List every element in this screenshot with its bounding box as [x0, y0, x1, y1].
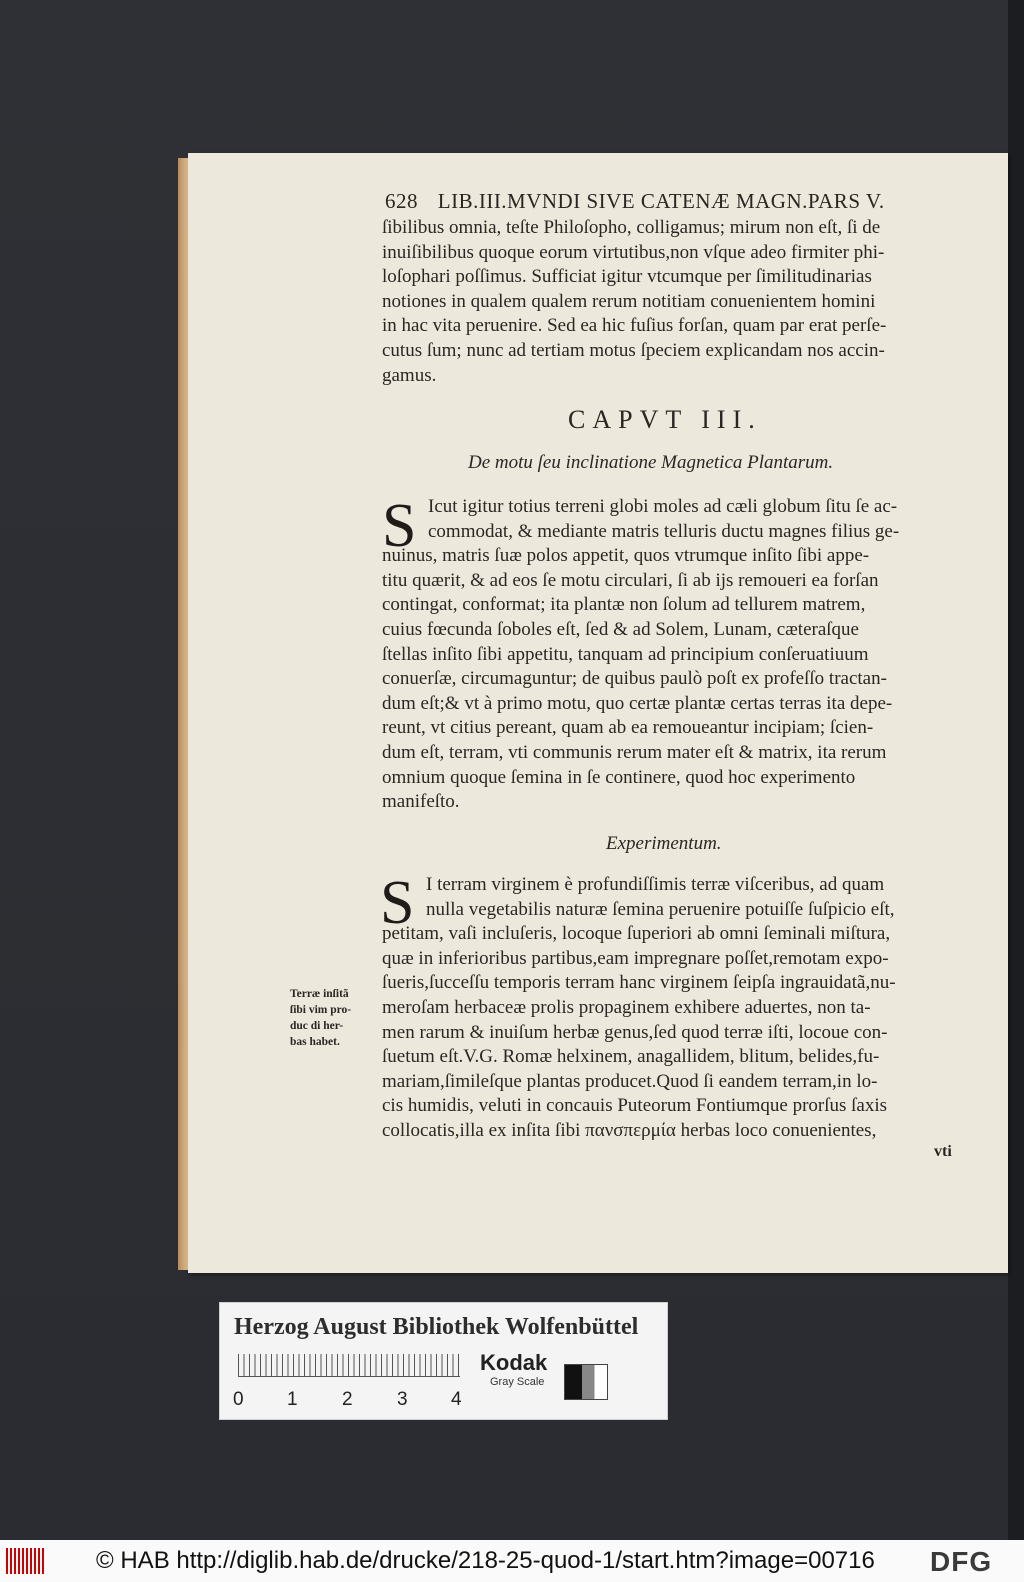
text-line: Icut igitur totius terreni globi moles ad cæli globum ſitu ſe ac- [428, 496, 898, 517]
experiment-paragraph [380, 869, 972, 1144]
library-name: Herzog August Bibliothek Wolfenbüttel [234, 1314, 639, 1340]
text-line: cuius fœcunda ſoboles eſt, ſed & ad Solem, Lunam, cæteraſque [382, 618, 859, 640]
page-number: 628 [385, 189, 418, 213]
text-line: nuinus, matris ſuæ polos appetit, quos vtrumque inſito ſibi appe- [382, 545, 870, 567]
text-line: mariam,ſimileſque plantas producet.Quod ſi eandem terram,in lo- [382, 1070, 878, 1092]
ruler-label: 4 [451, 1389, 462, 1410]
binding-strip [1008, 0, 1024, 1540]
text-line: dum eſt, terram, vti communis rerum mater eſt & matrix, ita rerum [382, 741, 887, 763]
text-line: men rarum & inuiſum herbæ genus,ſed quod terræ iſti, locoue con- [382, 1021, 888, 1043]
barcode-icon [6, 1548, 46, 1574]
running-title: LIB.III.MVNDI SIVE CATENÆ MAGN.PARS V. [437, 189, 885, 213]
text-line: ſibilibus omnia, teſte Philoſopho, colligamus; mirum non eſt, ſi de [382, 217, 881, 238]
scale-card [219, 1302, 668, 1420]
text-line: notiones in qualem qualem rerum notitiam conuenientem homini [382, 290, 876, 312]
margin-note [290, 986, 380, 1050]
text-line: ſueris,ſucceſſu temporis terram hanc virginem ſeipſa ingrauidatã,nu- [382, 972, 896, 994]
text-line: gamus. [382, 364, 437, 386]
text-line: nulla vegetabilis naturæ ſemina peruenire potuiſſe ſuſpicio eſt, [426, 898, 895, 920]
dfg-logo: DFG [930, 1546, 993, 1577]
footer-bar [0, 1540, 1024, 1582]
text-line: inuiſibilibus quoque eorum virtutibus,non vſque adeo firmiter phi- [382, 241, 885, 263]
margin-note-line: duc di her- [290, 1020, 344, 1032]
book-page [188, 153, 1008, 1273]
running-header [385, 189, 985, 214]
text-line: in hac vita peruenire. Sed ea hic fuſius forſan, quam par erat perſe- [382, 315, 887, 337]
text-line: collocatis,illa ex inſita ſibi πανσπερμία herbas loco conuenientes, [382, 1119, 877, 1141]
ruler [238, 1354, 460, 1377]
drop-cap: S [380, 869, 415, 937]
paragraph-1 [382, 492, 972, 815]
margin-note-line: bas habet. [290, 1036, 340, 1048]
ruler-label: 0 [233, 1389, 244, 1410]
text-line: commodat, & mediante matris telluris ductu magnes filius ge- [428, 520, 900, 542]
text-line: meroſam herbaceæ prolis propaginem exhibere aduertes, non ta- [382, 996, 871, 1018]
ruler-label: 3 [397, 1389, 408, 1410]
text-line: contingat, conformat; ita plantæ non ſolum ad tellurem matrem, [382, 594, 866, 616]
text-line: manifeſto. [382, 791, 460, 813]
text-line: conuerſæ, circumaguntur; de quibus paulò poſt ex profeſſo tractan- [382, 668, 887, 690]
kodak-logo: Kodak [480, 1350, 548, 1375]
text-line: cutus ſum; nunc ad tertiam motus ſpeciem explicandam nos accin- [382, 339, 885, 361]
gray-scale-swatch [564, 1364, 608, 1400]
text-line: titu quærit, & ad eos ſe motu circulari, ſi ab ijs remoueri ea forſan [382, 569, 879, 591]
text-line: cis humidis, veluti in concauis Puteorum Fontiumque prorſus ſaxis [382, 1095, 888, 1117]
text-line: omnium quoque ſemina in ſe continere, quod hoc experimento [382, 766, 856, 788]
margin-note-line: ſibi vim pro- [290, 1004, 352, 1016]
text-line: reunt, vt citius pereant, quam ab ea remoueantur incipiam; ſcien- [382, 717, 874, 739]
text-line: I terram virginem è profundiſſimis terræ viſceribus, ad quam [426, 874, 885, 895]
ruler-label: 1 [287, 1389, 298, 1410]
text-line: ſuetum eſt.V.G. Romæ helxinem, anagallidem, blitum, belides,fu- [382, 1046, 880, 1068]
text-line: petitam, vaſi incluſeris, locoque ſuperiori ab omni ſeminali miſtura, [382, 923, 891, 945]
margin-note-line: Terræ inſitã [290, 988, 349, 1000]
continuation-text [382, 216, 972, 388]
text-line: dum eſt;& vt à primo motu, quo certæ plantæ certas terras ita depe- [382, 692, 893, 714]
chapter-heading: CAPVT III. [568, 405, 762, 434]
drop-cap: S [382, 492, 417, 560]
catchword: vti [934, 1143, 952, 1160]
text-line: ſtellas inſito ſibi appetitu, tanquam ad principium conſeruatiuum [382, 643, 869, 665]
kodak-subtitle: Gray Scale [490, 1376, 545, 1388]
ruler-label: 2 [342, 1389, 353, 1410]
text-line: loſophari poſſimus. Sufficiat igitur vtcumque per ſimilitudinarias [382, 266, 872, 288]
chapter-subtitle: De motu ſeu inclinatione Magnetica Plantarum. [468, 452, 834, 473]
text-line: quæ in inferioribus partibus,eam impregnare poſſet,remotam expo- [382, 947, 889, 969]
experiment-heading: Experimentum. [606, 833, 722, 854]
footer-link[interactable]: © HAB http://diglib.hab.de/drucke/218-25-quod-1/start.htm?image=00716 [96, 1547, 875, 1574]
